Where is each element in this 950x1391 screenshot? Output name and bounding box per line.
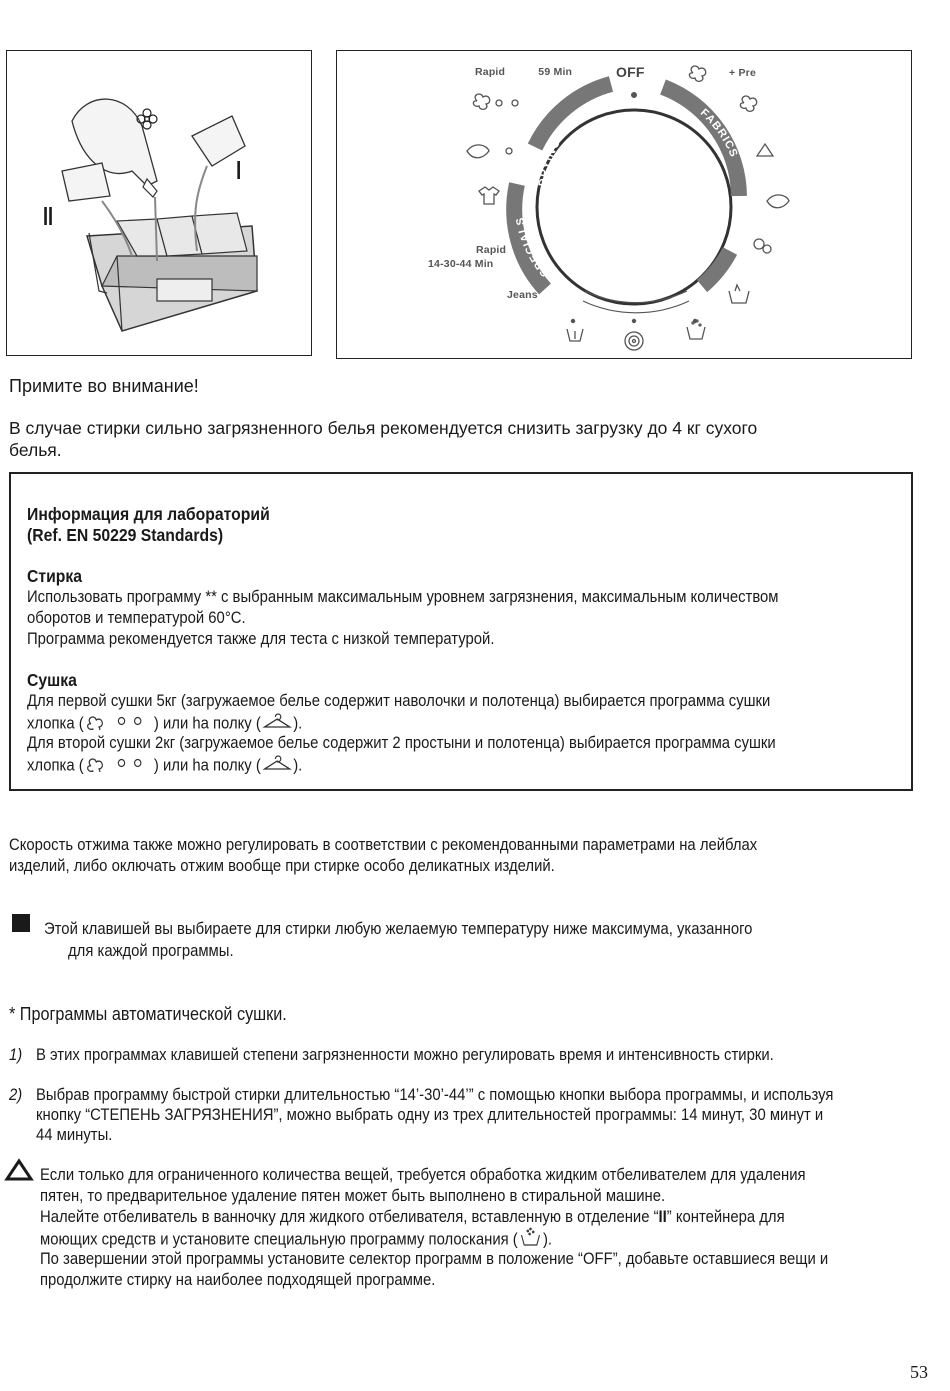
dry-line4-middle: ) или hа полку ( [153, 756, 261, 775]
jeans-label: Jeans [507, 289, 538, 301]
page-number: 53 [910, 1362, 928, 1382]
note2-number: 2) [9, 1086, 23, 1104]
dry-line1: Для первой сушки 5кг (загружаемое белье содержит наволочки и полотенца) выбирается программа сушки [27, 692, 771, 710]
svg-text:FABRICS [698, 107, 740, 160]
wash-heading: Стирка [27, 566, 83, 586]
bleach-line4-start: моющих средств и установите специальную программу полоскания ( [40, 1230, 518, 1249]
note1-number: 1) [9, 1046, 23, 1064]
rapid-times-label: 14-30-44 Min [428, 258, 494, 270]
specials-arc-label: SPECIALS [514, 215, 552, 279]
cotton-drying-icon [473, 94, 518, 109]
dry-line2-middle: ) или hа полку ( [153, 714, 261, 733]
bleach-line1: Если только для ограниченного количества вещей, требуется обработка жидким отбеливателем для удаления [40, 1166, 806, 1184]
lab-title-line1: Информация для лабораторий [27, 504, 270, 524]
drying-arc-label: DRYING [536, 136, 564, 188]
temp-line2: для каждой программы. [68, 942, 234, 960]
dry-line4-end: ). [293, 756, 303, 775]
spin-line2: изделий, либо оключать отжим вообще при стирке особо деликатных изделий. [9, 857, 555, 875]
attention-heading: Примите во внимание! [9, 376, 199, 396]
bleach-line6: продолжите стирку на наиболее подходящей программе. [40, 1271, 436, 1289]
note1-text: В этих программах клавишей степени загрязненности можно регулировать время и интенсивность стирки. [36, 1046, 774, 1064]
hanger-icon-2 [261, 754, 293, 778]
temperature-key-icon [12, 914, 30, 932]
hand-wash-icon [729, 285, 749, 303]
bleach-line5: По завершении этой программы установите селектор программ в положение “OFF”, добавьте оставшиеся вещи и [40, 1250, 829, 1268]
dry-heading: Сушка [27, 670, 77, 690]
bleach-line4-end: ). [542, 1230, 553, 1249]
wash-line2: оборотов и температурой 60°С. [27, 609, 246, 627]
spin-line1: Скорость отжима также можно регулировать в соответствии с рекомендованными параметрами на лейблах [9, 836, 758, 854]
wash-line1: Использовать программу ** с выбранным максимальным уровнем загрязнения, максимальным количеством [27, 588, 779, 606]
spin-icon [625, 332, 643, 350]
rapid-label: Rapid [476, 244, 507, 256]
dry-line2-end: ). [293, 714, 303, 733]
note2-line3: 44 минуты. [36, 1126, 113, 1144]
temp-line1: Этой клавишей вы выбираете для стирки любую желаемую температуру ниже максимума, указанного [44, 920, 753, 938]
compartment-label-one: I [236, 155, 242, 185]
cotton-dry-symbol-icon-2 [84, 754, 154, 778]
compartment-two-ref: II [658, 1208, 667, 1226]
plus-pre-label: + Pre [729, 67, 756, 79]
off-label: OFF [616, 64, 645, 80]
drain-icon [567, 329, 583, 341]
note2-line1: Выбрав программу быстрой стирки длительностью “14’-30’-44’” с помощью кнопки выбора программы, и используя [36, 1086, 834, 1104]
dry-line4 [27, 754, 302, 778]
compartment-label-two: II [43, 201, 54, 231]
fabrics-arc-label: FABRICS [697, 106, 740, 160]
rapid-59-label: Rapid 59 Min [475, 66, 573, 78]
shirt-icon [479, 187, 499, 204]
synthetic-drying-icon [467, 145, 512, 158]
bleach-line3-end: ” контейнера для [666, 1208, 785, 1226]
dry-line2-start: хлопка ( [27, 714, 84, 733]
bleach-line3 [40, 1206, 785, 1228]
detergent-drawer-illustration [6, 50, 312, 356]
synthetics-icon [757, 144, 773, 156]
attention-text-line1: В случае стирки сильно загрязненного белья рекомендуется снизить загрузку до 4 кг сухого [9, 418, 758, 438]
delicates-icon [767, 195, 789, 208]
bleach-line2: пятен, то предварительное удаление пятен может быть выполнено в стиральной машине. [40, 1187, 666, 1205]
bleach-line3-start: Налейте отбеливатель в ванночку для жидкого отбеливателя, вставленную в отделение “ [40, 1208, 659, 1226]
cotton-prewash-icon [689, 66, 705, 81]
dry-line3: Для второй сушки 2кг (загружаемое белье содержит 2 простыни и полотенца) выбирается программа сушки [27, 734, 776, 752]
warning-triangle-icon [4, 1158, 34, 1182]
wash-line3: Программа рекомендуется также для теста с низкой температурой. [27, 630, 495, 648]
lab-info-box [9, 472, 913, 791]
dry-line4-start: хлопка ( [27, 756, 84, 775]
program-dial-drawing [337, 51, 911, 358]
lab-title-line2: (Ref. EN 50229 Standards) [27, 525, 224, 545]
program-dial-panel [336, 50, 912, 359]
wool-icon [754, 239, 771, 253]
note2-line2: кнопку “СТЕПЕНЬ ЗАГРЯЗНЕНИЯ”, можно выбрать одну из трех длительностей программы: 14 минут, 30 минут и [36, 1106, 824, 1124]
cotton-icon [740, 96, 756, 111]
attention-text-line2: белья. [9, 440, 62, 460]
auto-drying-note: * Программы автоматической сушки. [9, 1004, 287, 1024]
